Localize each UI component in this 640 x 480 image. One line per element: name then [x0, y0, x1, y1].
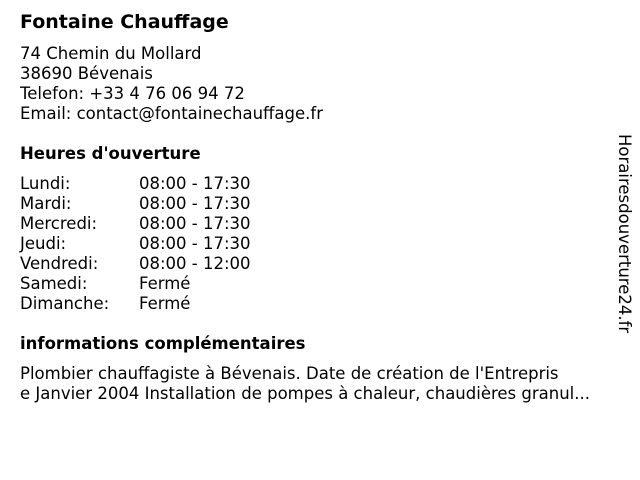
- time-range: 08:00 - 12:00: [139, 254, 251, 273]
- business-name: Fontaine Chauffage: [20, 11, 229, 33]
- description-line: e Janvier 2004 Installation de pompes à chaleur, chaudières granul...: [20, 384, 590, 403]
- day-label: Samedi:: [20, 274, 88, 293]
- business-description: [20, 364, 620, 404]
- opening-hours-list: [20, 174, 320, 314]
- postal-city: 38690 Bévenais: [20, 64, 153, 83]
- day-label: Dimanche:: [20, 294, 110, 313]
- hours-row-monday: [20, 174, 320, 194]
- hours-row-friday: [20, 254, 320, 274]
- day-label: Mardi:: [20, 194, 72, 213]
- email-address: Email: contact@fontainechauffage.fr: [20, 104, 324, 123]
- hours-row-saturday: [20, 274, 320, 294]
- hours-row-wednesday: [20, 214, 320, 234]
- hours-row-tuesday: [20, 194, 320, 214]
- time-range: 08:00 - 17:30: [139, 214, 251, 233]
- day-label: Jeudi:: [20, 234, 67, 253]
- hours-row-thursday: [20, 234, 320, 254]
- additional-info-heading: informations complémentaires: [20, 334, 306, 353]
- time-range: Fermé: [139, 274, 191, 293]
- time-range: 08:00 - 17:30: [139, 234, 251, 253]
- opening-hours-heading: Heures d'ouverture: [20, 144, 201, 163]
- day-label: Lundi:: [20, 174, 71, 193]
- description-line: Plombier chauffagiste à Bévenais. Date de création de l'Entrepris: [20, 364, 559, 383]
- time-range: 08:00 - 17:30: [139, 194, 251, 213]
- time-range: Fermé: [139, 294, 191, 313]
- time-range: 08:00 - 17:30: [139, 174, 251, 193]
- day-label: Mercredi:: [20, 214, 98, 233]
- day-label: Vendredi:: [20, 254, 99, 273]
- site-watermark: Horairesdouverture24.fr: [615, 134, 634, 334]
- phone-number: Telefon: +33 4 76 06 94 72: [20, 84, 245, 103]
- address-block: [20, 44, 323, 124]
- hours-row-sunday: [20, 294, 320, 314]
- street-address: 74 Chemin du Mollard: [20, 44, 202, 63]
